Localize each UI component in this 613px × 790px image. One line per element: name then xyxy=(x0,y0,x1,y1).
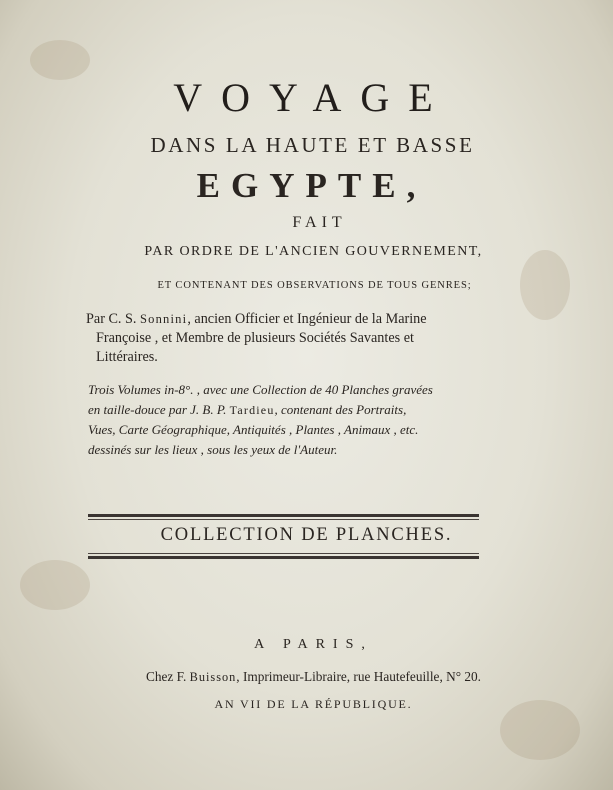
paper-stain xyxy=(20,560,90,610)
contents-line: ET CONTENANT DES OBSERVATIONS DE TOUS GENRES; xyxy=(157,280,472,291)
collection-heading: COLLECTION DE PLANCHES. xyxy=(160,525,453,545)
author-line-2: Françoise , et Membre de plusieurs Sociétés Savantes et xyxy=(96,330,414,346)
author-name: Sonnini xyxy=(140,312,188,326)
imprint-place: A PARIS, xyxy=(254,637,373,652)
paper-stain xyxy=(30,40,90,80)
author-statement xyxy=(86,310,526,367)
imprint-publisher xyxy=(0,668,613,686)
author-prefix: Par C. S. xyxy=(86,311,137,327)
engraver-prefix: en taille-douce par J. B. P. xyxy=(88,401,227,417)
volumes-line-2 xyxy=(88,400,528,421)
subtitle-line: DANS LA HAUTE ET BASSE xyxy=(150,133,475,157)
volumes-description xyxy=(88,380,528,459)
author-line-1 xyxy=(86,310,526,329)
publisher-prefix: Chez F. xyxy=(146,669,187,684)
main-title: VOYAGE xyxy=(173,75,452,120)
engraver-suffix: , contenant des Portraits, xyxy=(274,401,407,417)
commission-line: PAR ORDRE DE L'ANCIEN GOUVERNEMENT, xyxy=(144,244,483,259)
upper-rule-thick xyxy=(88,514,479,517)
publisher-address: , Imprimeur-Libraire, rue Hautefeuille, N° 20. xyxy=(236,669,481,684)
author-title: , ancien Officier et Ingénieur de la Marine xyxy=(187,311,427,327)
volumes-line-3: Vues, Carte Géographique, Antiquités , Plantes , Animaux , etc. xyxy=(88,422,419,437)
publisher-name: Buisson xyxy=(189,670,237,684)
lower-rule-thin xyxy=(88,553,479,554)
author-line-3: Littéraires. xyxy=(96,349,158,365)
imprint-year: AN VII DE LA RÉPUBLIQUE. xyxy=(214,697,413,711)
volumes-line-1: Trois Volumes in-8°. , avec une Collection de 40 Planches gravées xyxy=(88,382,433,397)
fait-line: FAIT xyxy=(292,214,347,231)
main-title-place: EGYPTE, xyxy=(196,166,427,205)
lower-rule-thick xyxy=(88,556,479,559)
upper-rule-thin xyxy=(88,519,479,520)
volumes-line-4: dessinés sur les lieux , sous les yeux de l'Auteur. xyxy=(88,441,338,457)
engraver-name: Tardieu xyxy=(229,402,275,417)
